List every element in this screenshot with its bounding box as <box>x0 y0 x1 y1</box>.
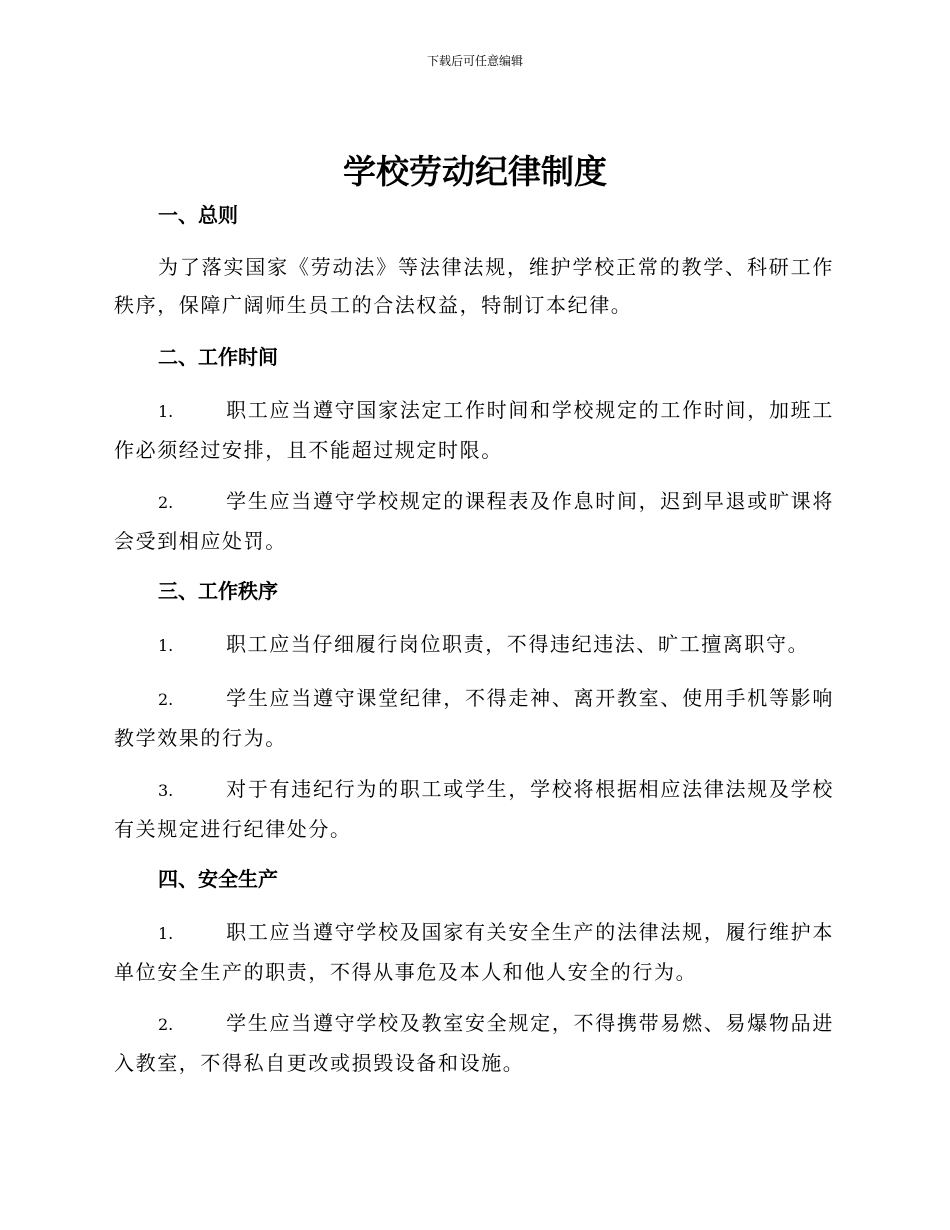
safety-item-2 <box>114 1004 834 1082</box>
work-hours-item-2 <box>114 482 834 560</box>
work-order-item-2 <box>114 679 834 757</box>
work-hours-item-1 <box>114 391 834 469</box>
item-text: 对于有违纪行为的职工或学生，学校将根据相应法律法规及学校有关规定进行纪律处分。 <box>114 777 834 841</box>
section-heading-work-hours: 二、工作时间 <box>158 345 278 369</box>
item-text: 职工应当遵守学校及国家有关安全生产的法律法规，履行维护本单位安全生产的职责，不得从事危及本人和他人安全的行为。 <box>114 920 834 984</box>
section-heading-safety: 四、安全生产 <box>158 867 278 891</box>
item-number: 2. <box>158 690 174 709</box>
section-heading-general: 一、总则 <box>158 203 238 227</box>
item-text: 学生应当遵守学校规定的课程表及作息时间，迟到早退或旷课将会受到相应处罚。 <box>114 489 834 553</box>
item-number: 2. <box>158 493 174 512</box>
item-text: 职工应当仔细履行岗位职责，不得违纪违法、旷工擅离职守。 <box>226 632 810 656</box>
page-header-note: 下载后可任意编辑 <box>426 54 523 68</box>
section-heading-work-order: 三、工作秩序 <box>158 579 278 603</box>
item-number: 2. <box>158 1015 174 1034</box>
item-number: 1. <box>158 402 174 421</box>
item-number: 1. <box>158 636 174 655</box>
item-text: 学生应当遵守课堂纪律，不得走神、离开教室、使用手机等影响教学效果的行为。 <box>114 686 834 750</box>
item-number: 1. <box>158 924 174 943</box>
item-text: 职工应当遵守国家法定工作时间和学校规定的工作时间，加班工作必须经过安排，且不能超过规定时限。 <box>114 398 834 462</box>
safety-item-1 <box>114 913 834 991</box>
work-order-item-3 <box>114 770 834 848</box>
section-general-paragraph: 为了落实国家《劳动法》等法律法规，维护学校正常的教学、科研工作秩序，保障广阔师生员工的合法权益，特制订本纪律。 <box>114 255 834 317</box>
item-number: 3. <box>158 781 174 800</box>
item-text: 学生应当遵守学校及教室安全规定，不得携带易燃、易爆物品进入教室，不得私自更改或损毁设备和设施。 <box>114 1011 834 1075</box>
document-title: 学校劳动纪律制度 <box>343 152 607 191</box>
work-order-item-1 <box>114 625 834 665</box>
